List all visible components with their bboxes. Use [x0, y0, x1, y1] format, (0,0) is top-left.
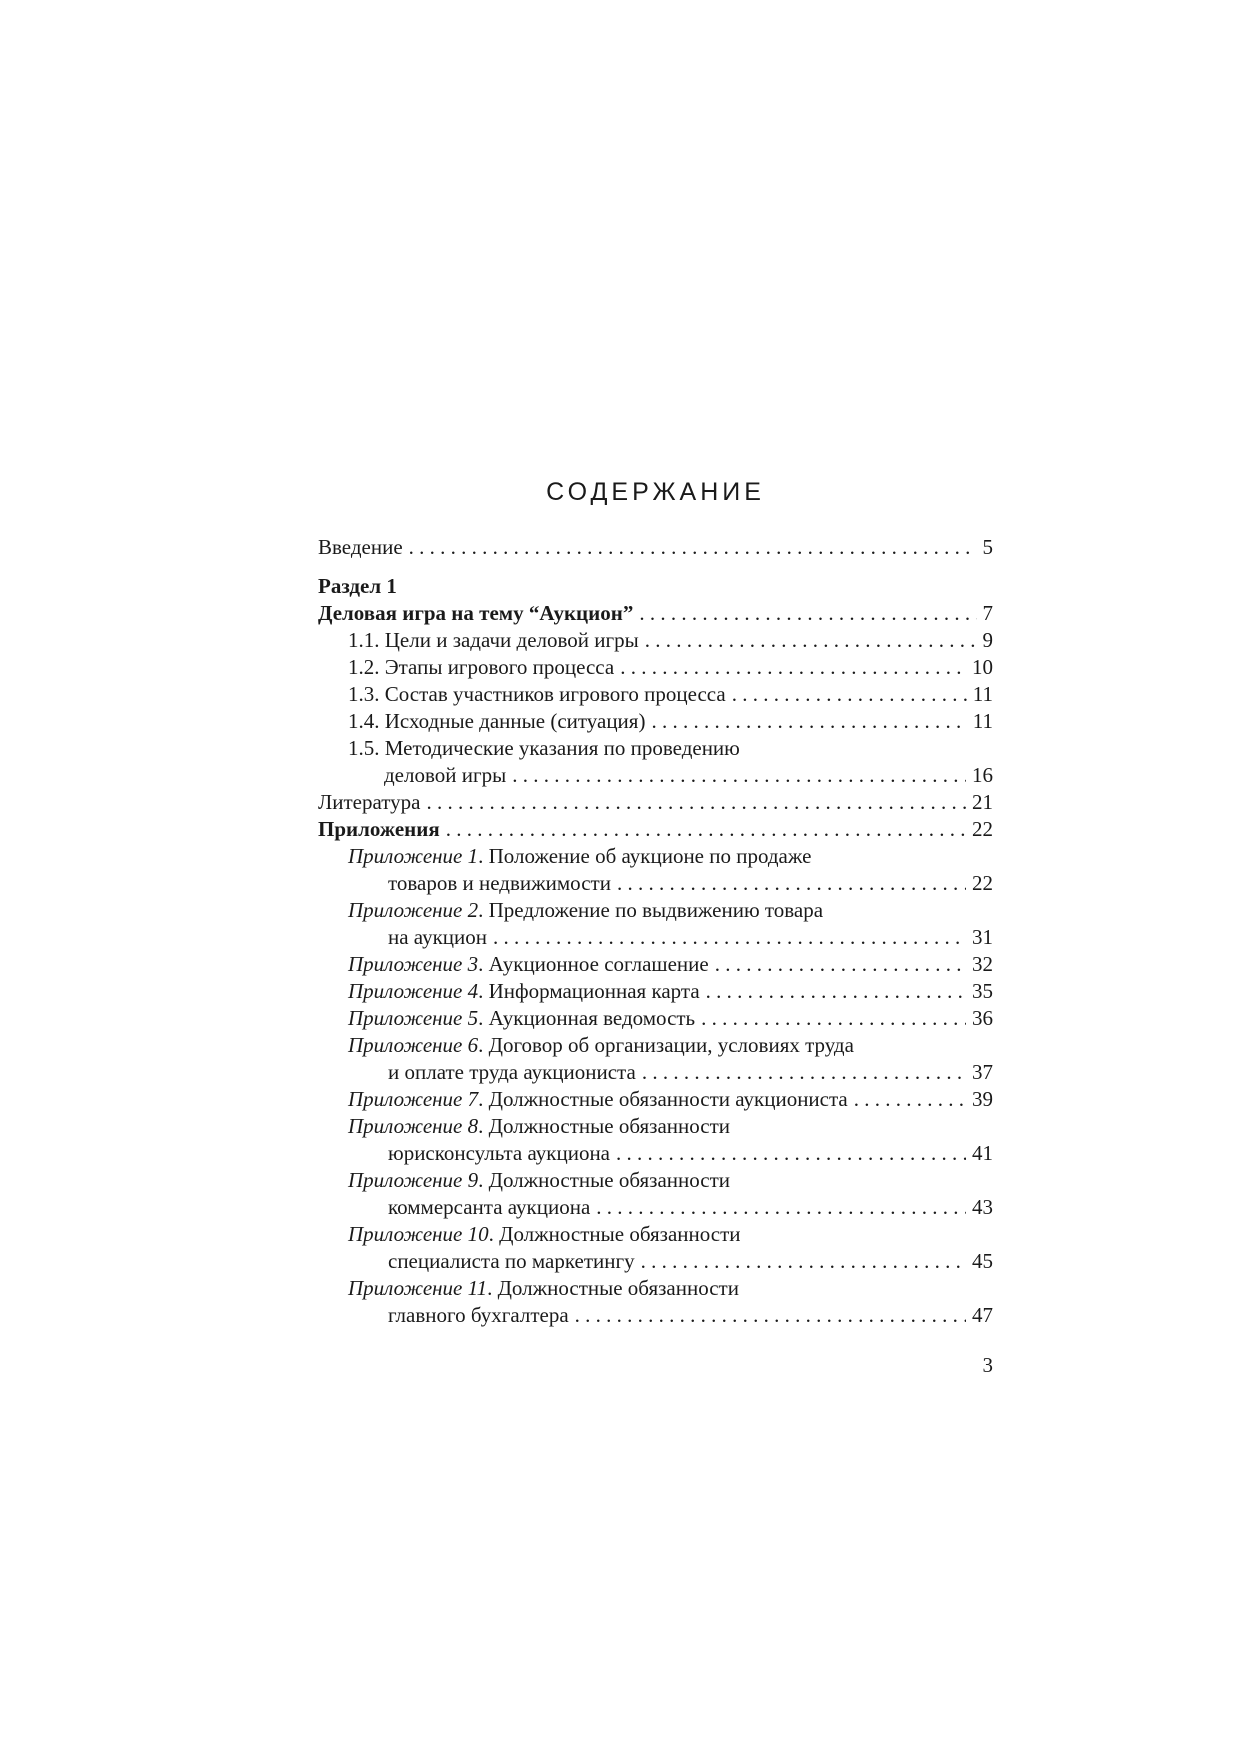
toc-section-heading [318, 573, 993, 600]
appendix-title: . Должностные обязанности [478, 1168, 731, 1192]
toc-entry-appendix [318, 897, 993, 924]
toc-entry-text: Приложения [318, 817, 440, 841]
toc-entry-text: Раздел 1 [318, 574, 397, 598]
appendix-label: Приложение 3 [348, 952, 479, 976]
appendix-title: . Должностные обязанности [487, 1276, 739, 1300]
page-number: 3 [982, 1353, 993, 1377]
toc-entry-text: 1.2. Этапы игрового процесса [348, 655, 615, 679]
appendix-title: . Информационная карта [478, 979, 700, 1003]
toc-entry-continuation [318, 870, 993, 897]
toc-entry-continuation [318, 1302, 993, 1329]
toc-entry-text [348, 951, 709, 978]
dot-leader [701, 1005, 966, 1032]
toc-entry-page: 11 [972, 682, 993, 706]
dot-leader [409, 534, 977, 561]
toc-entry-appendix [318, 1032, 993, 1059]
appendix-title: . Должностные обязанности [478, 1114, 731, 1138]
appendix-label: Приложение 6 [348, 1033, 479, 1057]
toc-entry-text: 1.4. Исходные данные (ситуация) [348, 709, 646, 733]
appendix-title: . Предложение по выдвижению товара [478, 898, 824, 922]
appendix-label: Приложение 10 [348, 1222, 489, 1246]
dot-leader [446, 816, 966, 843]
dot-leader [512, 762, 966, 789]
appendix-label: Приложение 4 [348, 979, 479, 1003]
appendix-label: Приложение 7 [348, 1087, 479, 1111]
toc-entry-page: 7 [982, 601, 993, 625]
toc-entry-text: Деловая игра на тему “Аукцион” [318, 601, 634, 625]
appendix-title: . Положение об аукционе по продаже [478, 844, 812, 868]
appendix-title: . Должностные обязанности [488, 1222, 741, 1246]
toc-entry-subsection [318, 735, 993, 762]
toc-entry-text [348, 1032, 854, 1059]
toc-entry-appendix [318, 1113, 993, 1140]
appendix-title: . Договор об организации, условиях труда [478, 1033, 854, 1057]
dot-leader [645, 627, 977, 654]
dot-leader [493, 924, 966, 951]
dot-leader [639, 600, 976, 627]
toc-entry-text [348, 1167, 730, 1194]
toc-entry-page: 31 [972, 925, 993, 949]
toc-entry-subsection [318, 627, 993, 654]
toc-entry-continuation [318, 762, 993, 789]
dot-leader [732, 681, 967, 708]
toc-entry-page: 10 [972, 655, 993, 679]
toc-entry-appendix [318, 843, 993, 870]
appendix-label: Приложение 5 [348, 1006, 479, 1030]
toc-entry-page: 47 [972, 1303, 993, 1327]
toc-entry-appendix [318, 1275, 993, 1302]
toc-entry-page: 22 [972, 817, 993, 841]
appendix-label: Приложение 1 [348, 844, 479, 868]
toc-entry-continuation [318, 1059, 993, 1086]
toc-entry-appendix [318, 951, 993, 978]
toc-entry-introduction [318, 534, 993, 561]
toc-entry-appendix [318, 1167, 993, 1194]
toc-entry-continuation [318, 1194, 993, 1221]
toc-entry-continuation [318, 1140, 993, 1167]
dot-leader [715, 951, 966, 978]
dot-leader [642, 1059, 966, 1086]
toc-entry-page: 5 [982, 535, 993, 559]
page-title: СОДЕРЖАНИЕ [546, 478, 765, 506]
toc-entry-subsection [318, 681, 993, 708]
toc-entry-text: 1.3. Состав участников игрового процесса [348, 682, 726, 706]
appendix-title: . Аукционная ведомость [478, 1006, 696, 1030]
toc-entry-appendix [318, 978, 993, 1005]
appendix-title: . Должностные обязанности аукциониста [478, 1087, 848, 1111]
appendix-label: Приложение 2 [348, 898, 479, 922]
toc-entry-page: 35 [972, 979, 993, 1003]
toc-entry-appendix [318, 1086, 993, 1113]
toc-entry-text: Введение [318, 535, 403, 559]
toc-entry-text: 1.5. Методические указания по проведению [348, 736, 740, 760]
toc-entry-continuation [318, 1248, 993, 1275]
toc-entry-appendices [318, 816, 993, 843]
toc-entry-page: 36 [972, 1006, 993, 1030]
toc-entry-text [348, 978, 700, 1005]
dot-leader [617, 870, 966, 897]
dot-leader [426, 789, 966, 816]
toc-entry-text: 1.1. Цели и задачи деловой игры [348, 628, 639, 652]
appendix-label: Приложение 9 [348, 1168, 479, 1192]
toc-entry-text: и оплате труда аукциониста [388, 1060, 636, 1084]
toc-entry-page: 21 [972, 790, 993, 814]
toc-entry-text [348, 1086, 848, 1113]
toc-entry-text [348, 1221, 741, 1248]
toc-entry-page: 9 [982, 628, 993, 652]
appendix-title: . Аукционное соглашение [478, 952, 709, 976]
toc-entry-page: 16 [972, 763, 993, 787]
toc-entry-text: деловой игры [384, 763, 507, 787]
toc-entry-text: юрисконсульта аукциона [388, 1141, 610, 1165]
toc-entry-page: 45 [972, 1249, 993, 1273]
toc-entry-text [348, 897, 823, 924]
dot-leader [651, 708, 966, 735]
appendix-label: Приложение 11 [348, 1276, 488, 1300]
toc-entry-page: 43 [972, 1195, 993, 1219]
toc-entry-text: главного бухгалтера [388, 1303, 569, 1327]
toc-entry-page: 11 [972, 709, 993, 733]
toc-entry-continuation [318, 924, 993, 951]
table-of-contents [318, 534, 993, 1329]
toc-entry-text [348, 1275, 739, 1302]
toc-entry-text [348, 1005, 695, 1032]
dot-leader [620, 654, 966, 681]
dot-leader [616, 1140, 966, 1167]
toc-entry-page: 37 [972, 1060, 993, 1084]
toc-entry-text [348, 843, 811, 870]
toc-entry-text: специалиста по маркетингу [388, 1249, 635, 1273]
toc-entry-subsection [318, 708, 993, 735]
toc-entry-text: товаров и недвижимости [388, 871, 611, 895]
dot-leader [854, 1086, 966, 1113]
dot-leader [706, 978, 966, 1005]
toc-entry-page: 41 [972, 1141, 993, 1165]
dot-leader [575, 1302, 966, 1329]
toc-entry-appendix [318, 1005, 993, 1032]
toc-entry-appendix [318, 1221, 993, 1248]
toc-entry-page: 39 [972, 1087, 993, 1111]
toc-entry-section-title [318, 600, 993, 627]
appendix-label: Приложение 8 [348, 1114, 479, 1138]
toc-entry-text: Литература [318, 790, 421, 814]
dot-leader [641, 1248, 966, 1275]
toc-entry-literature [318, 789, 993, 816]
toc-entry-text [348, 1113, 730, 1140]
toc-entry-text: коммерсанта аукциона [388, 1195, 591, 1219]
toc-entry-text: на аукцион [388, 925, 487, 949]
toc-entry-page: 22 [972, 871, 993, 895]
toc-entry-subsection [318, 654, 993, 681]
toc-entry-page: 32 [972, 952, 993, 976]
dot-leader [596, 1194, 966, 1221]
